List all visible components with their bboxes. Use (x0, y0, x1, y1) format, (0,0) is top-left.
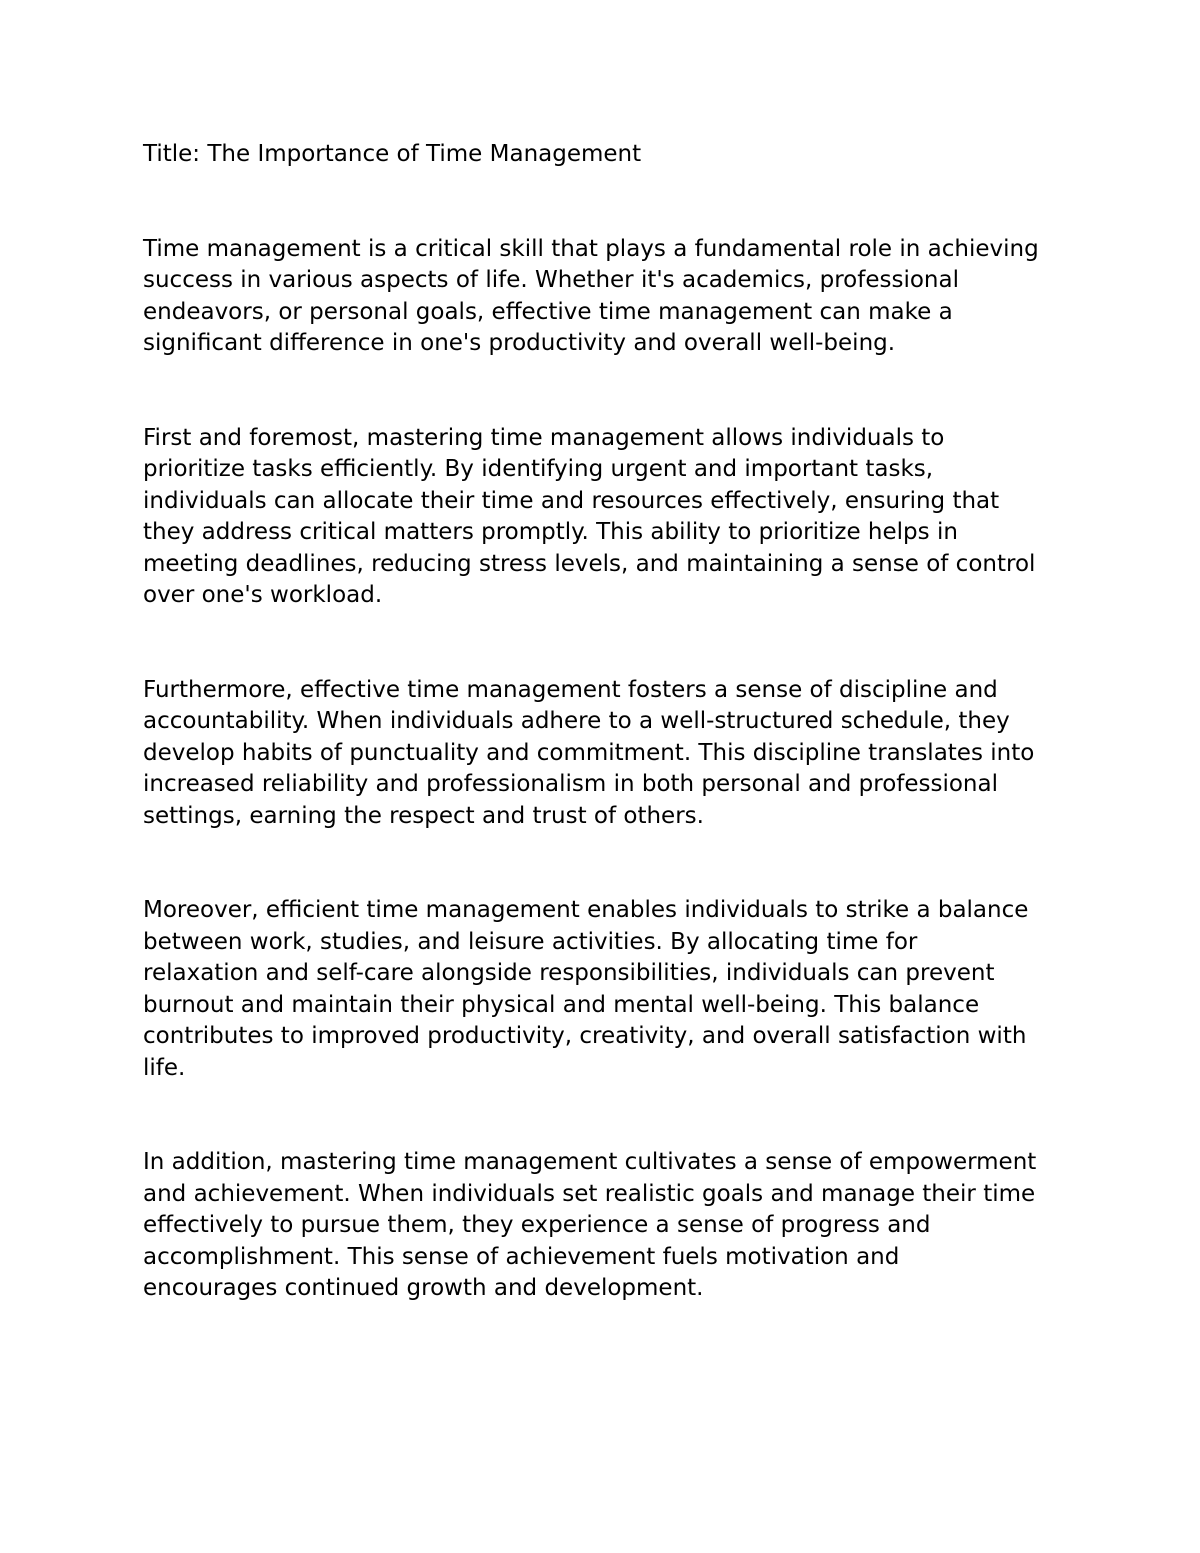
paragraph-line: they address critical matters promptly. This ability to prioritize helps in (143, 519, 958, 545)
paragraph-line: In addition, mastering time management cultivates a sense of empowerment (143, 1149, 1037, 1175)
paragraph-line: life. (143, 1054, 186, 1081)
paragraph-line: endeavors, or personal goals, effective time management can make a (143, 298, 953, 325)
paragraph-line: individuals can allocate their time and resources effectively, ensuring that (143, 487, 1000, 514)
paragraph-line: Moreover, efficient time management enables individuals to strike a balance (143, 897, 1029, 923)
paragraph-line: burnout and maintain their physical and mental well-being. This balance (143, 991, 980, 1018)
paragraph-empowerment (143, 1147, 1073, 1305)
paragraph-balance (143, 895, 1073, 1084)
paragraph-line: between work, studies, and leisure activities. By allocating time for (143, 928, 918, 955)
paragraph-line: Furthermore, effective time management fosters a sense of discipline and (143, 676, 998, 703)
paragraph-line: accountability. When individuals adhere to a well-structured schedule, they (143, 708, 1010, 734)
paragraph-introduction (143, 234, 1073, 360)
paragraph-line: contributes to improved productivity, creativity, and overall satisfaction with (143, 1023, 1027, 1049)
paragraph-line: settings, earning the respect and trust of others. (143, 802, 704, 829)
paragraph-line: relaxation and self-care alongside responsibilities, individuals can prevent (143, 960, 995, 986)
paragraph-line: increased reliability and professionalism in both personal and professional (143, 771, 998, 797)
paragraph-line: over one's workload. (143, 582, 383, 608)
paragraph-prioritization (143, 423, 1073, 612)
document-body (143, 139, 1073, 1305)
paragraph-line: Time management is a critical skill that plays a fundamental role in achieving (143, 235, 1039, 262)
paragraph-line: prioritize tasks efficiently. By identifying urgent and important tasks, (143, 456, 934, 482)
paragraph-line: meeting deadlines, reducing stress levels, and maintaining a sense of control (143, 550, 1036, 577)
paragraph-line: develop habits of punctuality and commitment. This discipline translates into (143, 739, 1035, 766)
paragraph-line: First and foremost, mastering time management allows individuals to (143, 424, 945, 451)
paragraph-line: significant difference in one's productivity and overall well-being. (143, 330, 896, 356)
document-title: Title: The Importance of Time Management (143, 141, 642, 167)
paragraph-discipline (143, 675, 1073, 833)
paragraph-line: effectively to pursue them, they experience a sense of progress and (143, 1212, 931, 1238)
paragraph-line: encourages continued growth and development. (143, 1275, 704, 1301)
document-title-block (143, 139, 1073, 171)
paragraph-line: and achievement. When individuals set realistic goals and manage their time (143, 1180, 1036, 1207)
paragraph-line: success in various aspects of life. Whether it's academics, professional (143, 267, 959, 293)
paragraph-line: accomplishment. This sense of achievement fuels motivation and (143, 1243, 900, 1270)
